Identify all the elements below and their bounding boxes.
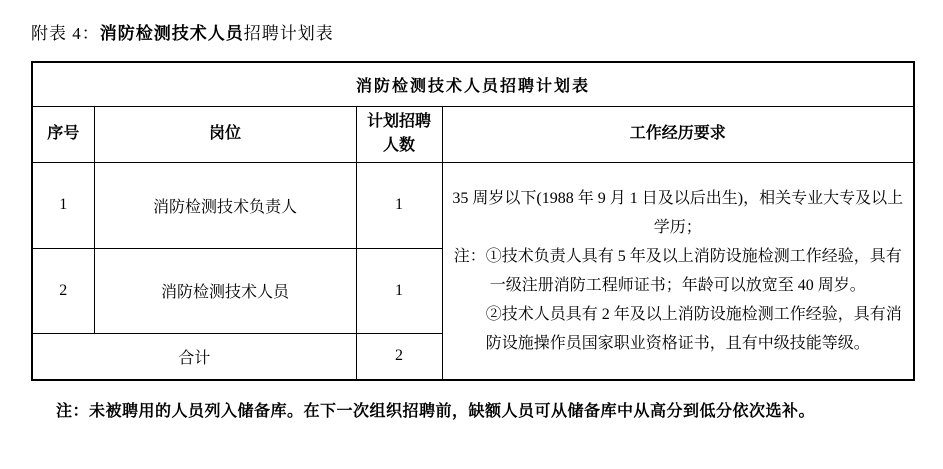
requirement-paragraph-note2: ②技术人员具有 2 年及以上消防设施检测工作经验，具有消防设施操作员国家职业资格证书，且有中级技能等级。: [485, 305, 902, 352]
cell-total-count: 2: [356, 333, 442, 380]
heading-suffix: 招聘计划表: [243, 24, 334, 43]
column-header-experience: 工作经历要求: [442, 106, 914, 162]
cell-row1-position: 消防检测技术负责人: [94, 162, 356, 248]
recruitment-plan-table: [31, 61, 915, 381]
cell-row2-position: 消防检测技术人员: [94, 248, 356, 333]
heading-bold-part: 消防检测技术人员: [99, 24, 244, 43]
footnote: 注：未被聘用的人员列入储备库。在下一次组织招聘前，缺额人员可从储备库中从高分到低分依次选补。: [56, 403, 816, 420]
requirement-paragraph-note1: 注：①技术负责人具有 5 年及以上消防设施检测工作经验，具有一级注册消防工程师证书；年龄可以放宽至 40 周岁。: [453, 247, 902, 294]
cell-row2-no: 2: [32, 248, 94, 333]
cell-row1-no: 1: [32, 162, 94, 248]
table-header-row: [32, 106, 914, 162]
column-header-position: 岗位: [94, 106, 356, 162]
document-heading: [31, 22, 913, 46]
cell-row1-count: 1: [356, 162, 442, 248]
table-row: [32, 162, 914, 248]
cell-total-label: 合计: [32, 333, 356, 380]
cell-row2-count: 1: [356, 248, 442, 333]
table-title: 消防检测技术人员招聘计划表: [32, 62, 914, 106]
table-title-row: [32, 62, 914, 106]
requirement-paragraph-age: 35 周岁以下(1988 年 9 月 1 日及以后出生)，相关专业大专及以上学历；: [452, 189, 904, 236]
heading-prefix: 附表 4：: [31, 24, 100, 43]
column-header-planned-count: 计划招聘人数: [356, 106, 442, 162]
column-header-no: 序号: [32, 106, 94, 162]
cell-experience-requirements: [442, 162, 914, 380]
